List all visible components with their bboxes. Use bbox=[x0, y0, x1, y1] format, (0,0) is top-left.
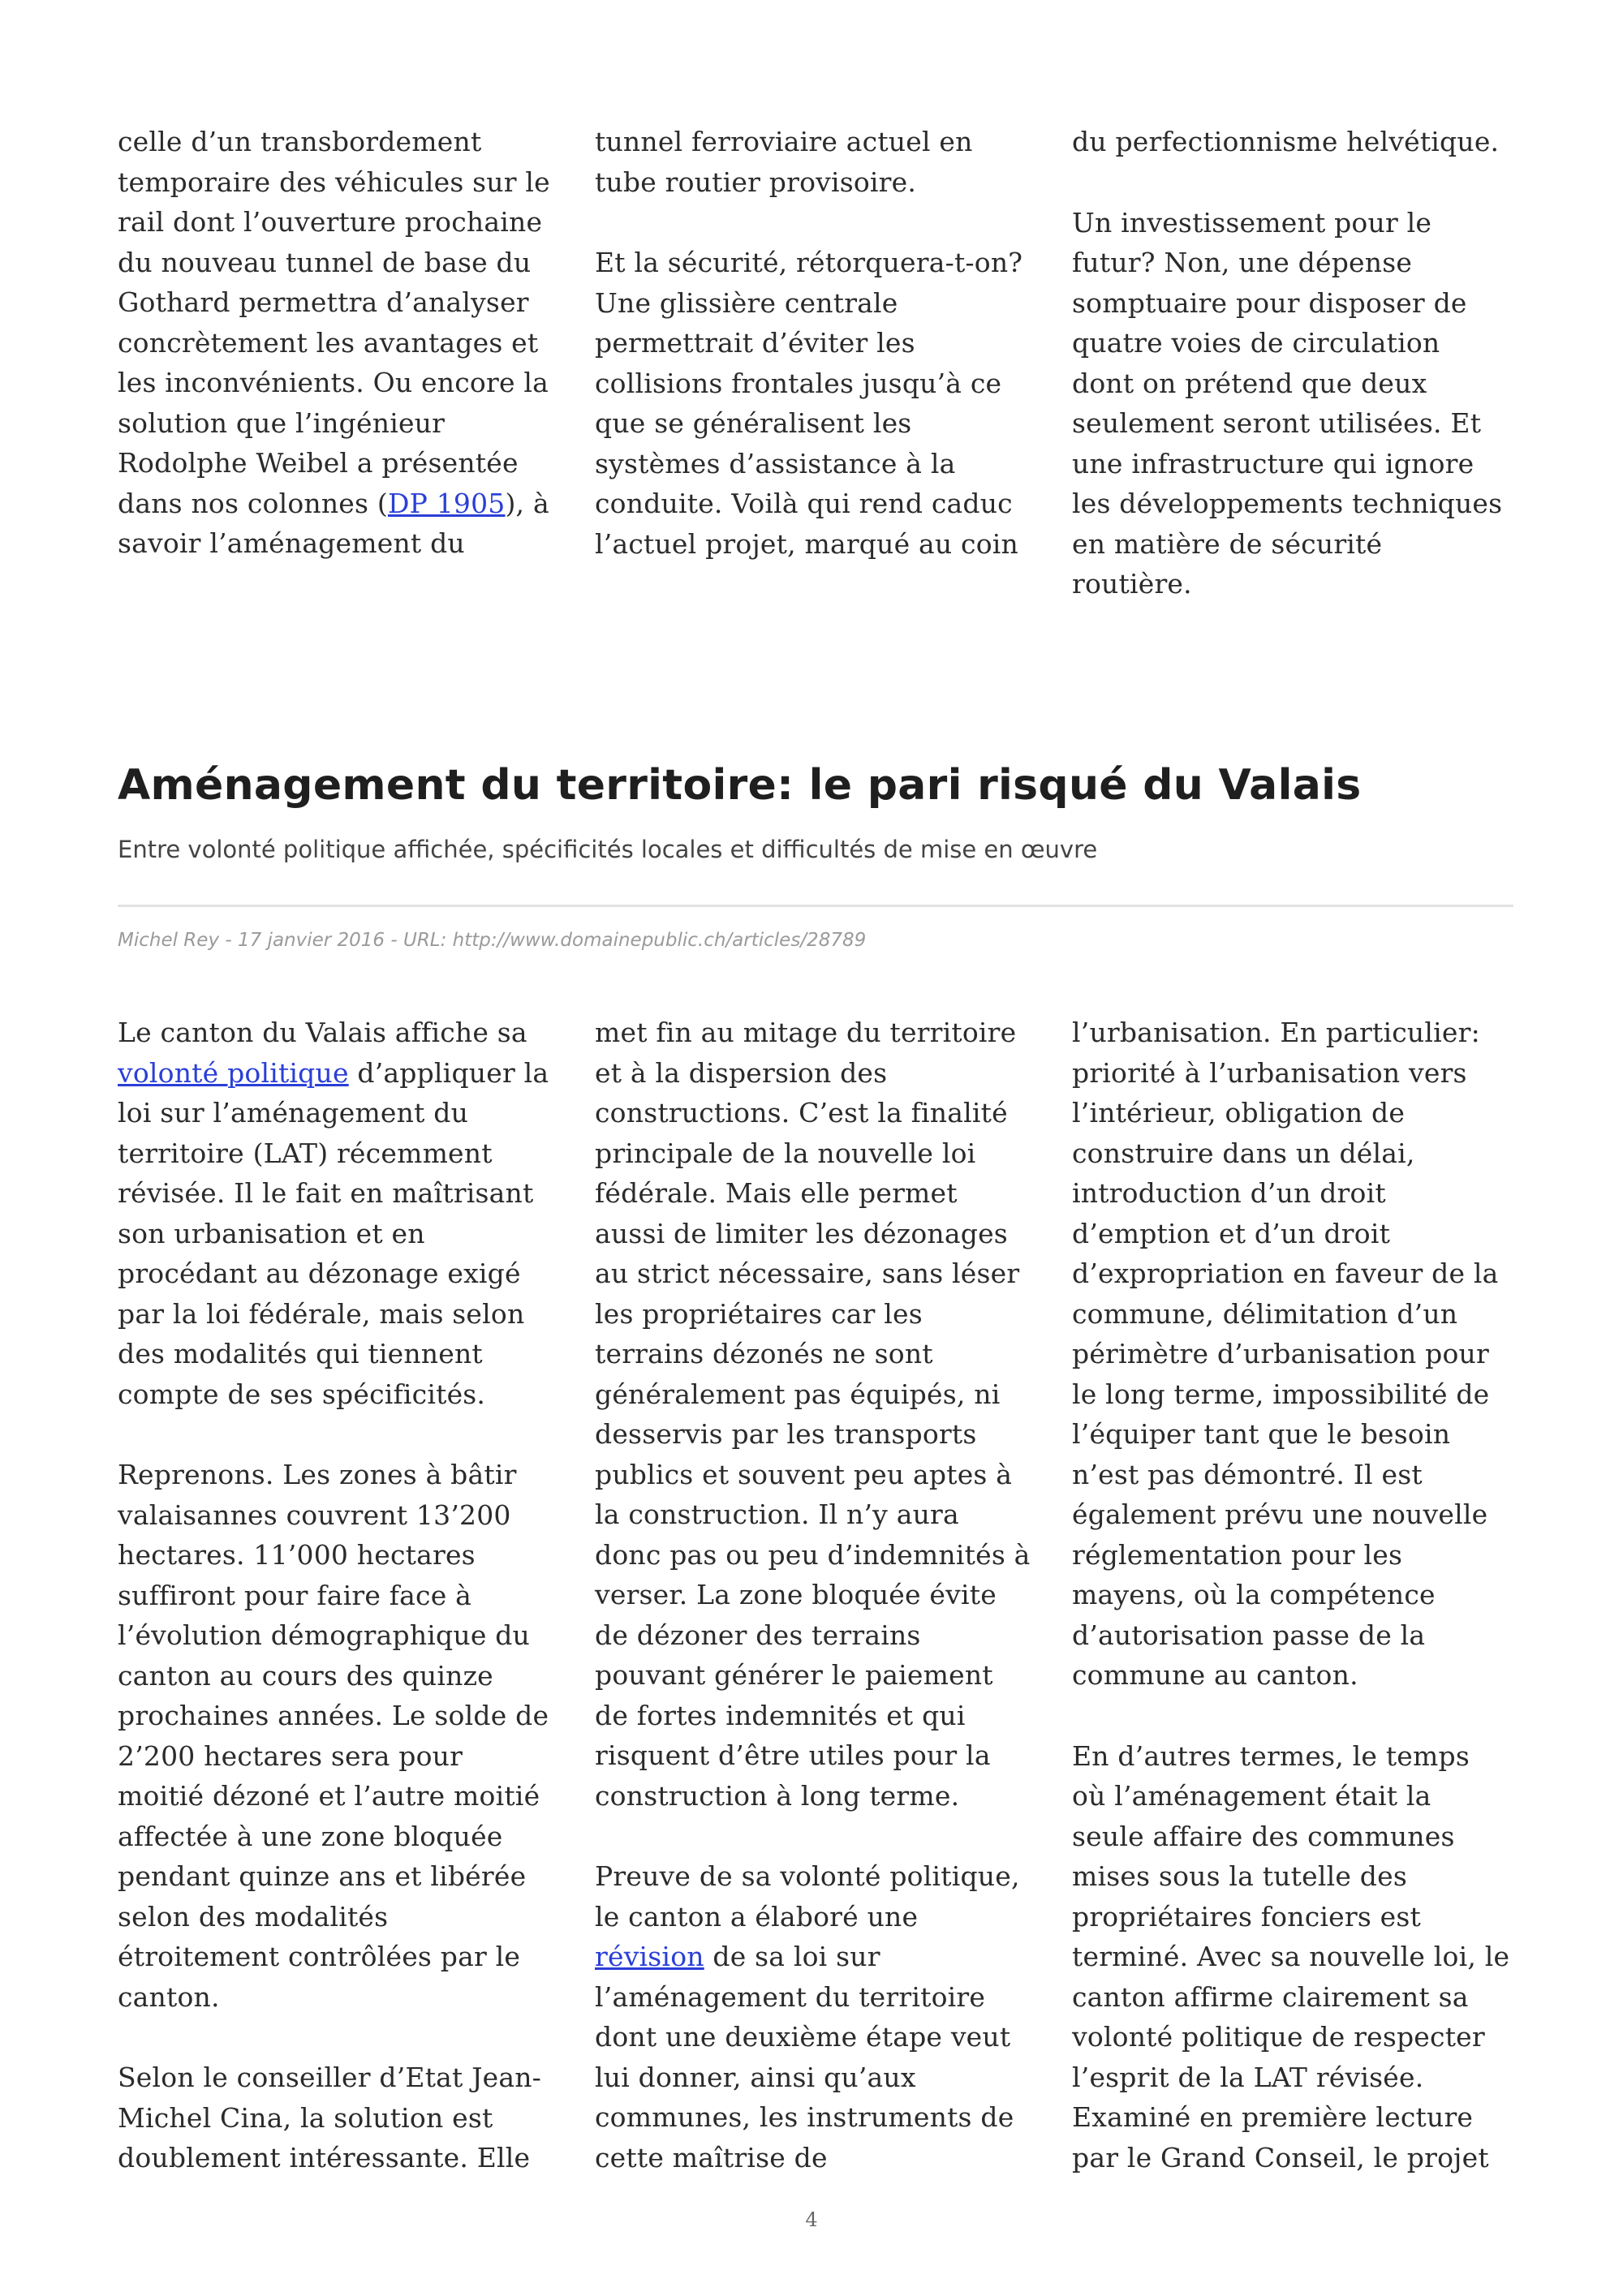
paragraph: Et la sécurité, rétorquera-t-on? Une glissière centrale permettrait d’éviter les collisions frontales jusqu’à ce que se généralisent les systèmes d’assistance à la conduite. Voilà qui rend caduc l’actuel projet, marqué au coin bbox=[595, 247, 1023, 560]
paragraph: met fin au mitage du territoire et à la dispersion des constructions. C’est la finalité principale de la nouvelle loi fédérale. Mais elle permet aussi de limiter les dézonages au strict nécessaire, sans léser les propriétaires car les terrains dézonés ne sont généralement pas équipés, ni desservis par les transports publics et souvent peu aptes à la construction. Il n’y aura donc pas ou peu d’indemnités à verser. La zone bloquée évite de dézoner des terrains pouvant générer le paiement de fortes indemnités et qui risquent d’être utiles pour la construction à long terme. bbox=[595, 1017, 1031, 1812]
paragraph: Un investissement pour le futur? Non, une dépense somptuaire pour disposer de quatre voies de circulation dont on prétend que deux seulement seront utilisées. Et une infrastructure qui ignore les développements techniques en matière de sécurité routière. bbox=[1072, 206, 1503, 600]
paragraph-text: celle d’un transbordement temporaire des véhicules sur le rail dont l’ouverture prochaine du nouveau tunnel de base du Gothard permettra d’analyser concrètement les avantages et les inconvénients. Ou encore la solution que l’ingénieur Rodolphe Weibel a présentée dans nos colonnes ( bbox=[118, 126, 550, 519]
paragraph: En d’autres termes, le temps où l’aménagement était la seule affaire des communes mises sous la tutelle des propriétaires fonciers est terminé. Avec sa nouvelle loi, le canton affirme clairement sa volonté politique de respecter l’esprit de la LAT révisée. Examiné en première lecture par le Grand Conseil, le projet bbox=[1072, 1739, 1510, 2173]
paragraph: du perfectionnisme helvétique. bbox=[1072, 126, 1500, 157]
article-subtitle: Entre volonté politique affichée, spécificités locales et difficultés de mise en œuvre bbox=[118, 836, 1098, 863]
revision-link[interactable]: révision bbox=[595, 1941, 704, 1972]
article-title: Aménagement du territoire: le pari risqué du Valais bbox=[118, 761, 1362, 810]
previous-article-columns bbox=[118, 122, 1510, 604]
paragraph: Selon le conseiller d’Etat Jean-Michel Cina, la solution est doublement intéressante. Elle bbox=[118, 2062, 542, 2173]
article-meta: Michel Rey - 17 janvier 2016 - URL: http://www.domainepublic.ch/articles/28789 bbox=[118, 930, 867, 951]
paragraph: l’urbanisation. En particulier: priorité à l’urbanisation vers l’intérieur, obligation de construire dans un délai, introduction d’un droit d’emption et d’un droit d’expropriation en faveur de la commune, délimitation d’un périmètre d’urbanisation pour le long terme, impossibilité de l’équiper tant que le besoin n’est pas démontré. Il est également prévu une nouvelle réglementation pour les mayens, où la compétence d’autorisation passe de la commune au canton. bbox=[1072, 1017, 1499, 1691]
column-3 bbox=[1072, 1013, 1510, 2178]
paragraph-text: de sa loi sur l’aménagement du territoire dont une deuxième étape veut lui donner, ainsi qu’aux communes, les instruments de cette maîtrise de bbox=[595, 1941, 1014, 2173]
dp-1905-link[interactable]: DP 1905 bbox=[387, 487, 506, 519]
column-2 bbox=[595, 122, 1033, 604]
paragraph: tunnel ferroviaire actuel en tube routier provisoire. bbox=[595, 126, 973, 198]
column-2 bbox=[595, 1013, 1033, 2178]
column-3 bbox=[1072, 122, 1510, 604]
article-columns bbox=[118, 1013, 1510, 2178]
paragraph bbox=[595, 1856, 1033, 2178]
paragraph-text: Le canton du Valais affiche sa bbox=[118, 1017, 527, 1048]
paragraph bbox=[118, 1013, 556, 1414]
paragraph: Reprenons. Les zones à bâtir valaisannes couvrent 13’200 hectares. 11’000 hectares suffiront pour faire face à l’évolution démographique du canton au cours des quinze prochaines années. Le solde de 2’200 hectares sera pour moitié dézoné et l’autre moitié affectée à une zone bloquée pendant quinze ans et libérée selon des modalités étroitement contrôlées par le canton. bbox=[118, 1459, 549, 2013]
header-divider bbox=[118, 905, 1513, 907]
paragraph bbox=[118, 122, 556, 564]
volonte-politique-link[interactable]: volonté politique bbox=[118, 1056, 349, 1089]
paragraph-text: Preuve de sa volonté politique, le canton a élaboré une bbox=[595, 1860, 1020, 1933]
column-1 bbox=[118, 122, 556, 604]
paragraph-text: d’appliquer la loi sur l’aménagement du territoire (LAT) récemment révisée. Il le fait en maîtrisant son urbanisation et en procédant au dézonage exigé par la loi fédérale, mais selon des modalités qui tiennent compte de ses spécificités. bbox=[118, 1056, 549, 1410]
page-number: 4 bbox=[805, 2208, 818, 2231]
paragraph-text: ), à savoir l’aménagement du bbox=[118, 487, 549, 559]
column-1 bbox=[118, 1013, 556, 2178]
